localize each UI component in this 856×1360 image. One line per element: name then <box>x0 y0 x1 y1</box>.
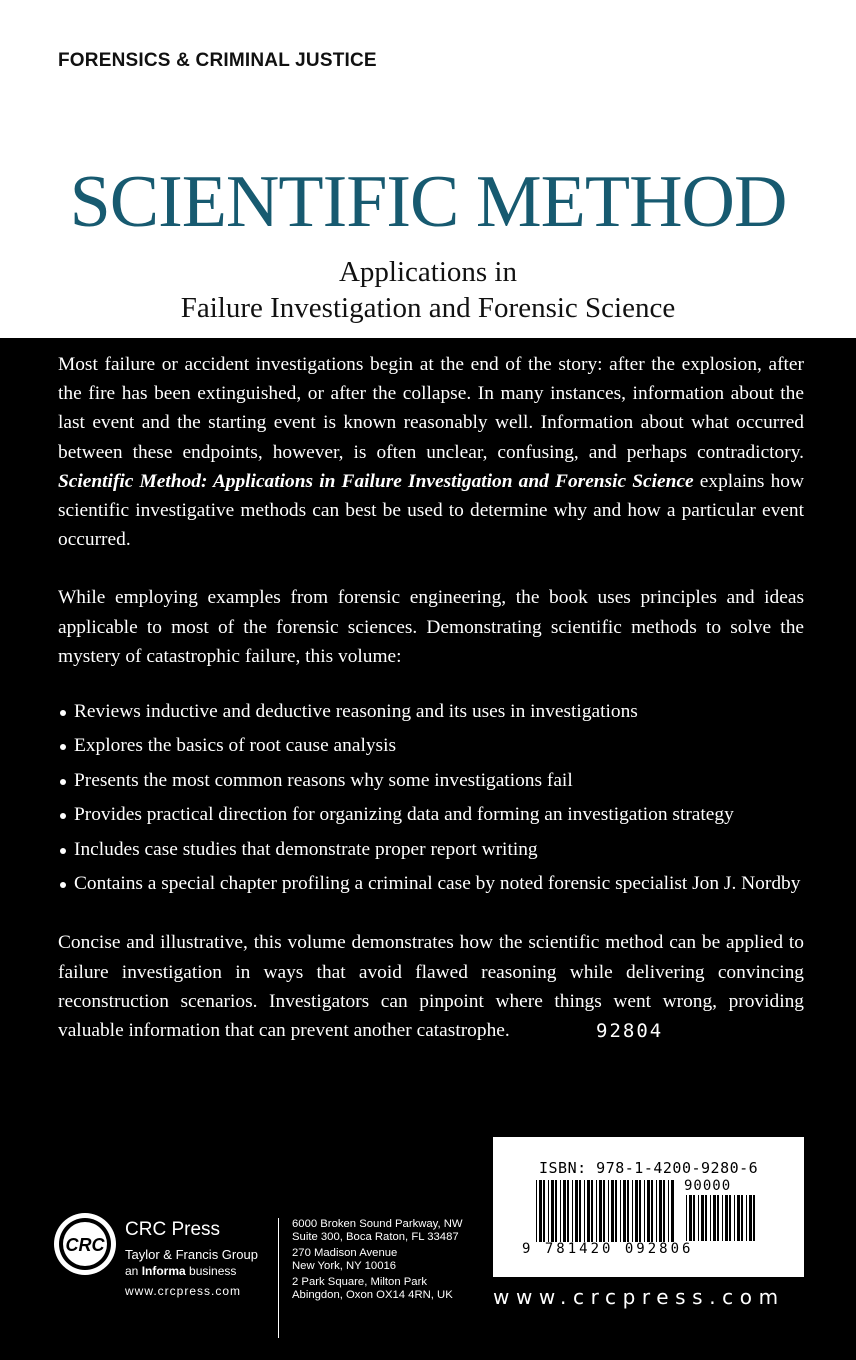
address-line: 6000 Broken Sound Parkway, NW <box>292 1218 463 1230</box>
address-line: New York, NY 10016 <box>292 1260 397 1272</box>
barcode-bar <box>575 1180 578 1242</box>
barcode-bar <box>689 1195 692 1241</box>
description-paragraph-1-text: Most failure or accident investigations begin at the end of the story: after the explosion, after the fire has been extinguished, or after the collapse. In many instances, information about the last event and the starting event is known reasonably well. Information about what occurred between these endpoints, however, is often unclear, confusing, and perhaps contradictory. <box>58 354 804 463</box>
barcode-bar <box>725 1195 728 1241</box>
barcode-bar <box>701 1195 704 1241</box>
barcode-bar <box>539 1180 542 1242</box>
barcode-bar <box>587 1180 590 1242</box>
barcode-bar <box>608 1180 609 1242</box>
barcode-bar <box>749 1195 752 1241</box>
publisher-web: www.crcpress.com <box>125 1284 242 1298</box>
barcode-bar <box>584 1180 585 1242</box>
barcode-bar <box>623 1180 626 1242</box>
barcode-bar <box>737 1195 740 1241</box>
feature-list <box>58 695 804 901</box>
barcode-bar <box>543 1180 545 1242</box>
barcode-bar <box>713 1195 716 1241</box>
list-item: Contains a special chapter profiling a criminal case by noted forensic specialist Jon J. Nordby <box>58 867 804 901</box>
description-paragraph-1 <box>58 350 804 554</box>
publisher-parent <box>125 1264 236 1278</box>
barcode-bar <box>627 1180 629 1242</box>
address-line: 270 Madison Avenue <box>292 1247 398 1259</box>
barcode-bar <box>705 1195 707 1241</box>
cover-top-panel <box>0 0 856 338</box>
barcode-digits: 9 781420 092806 <box>522 1241 694 1257</box>
informa-label: Informa <box>141 1264 186 1278</box>
list-item: Provides practical direction for organizing data and forming an investigation strategy <box>58 798 804 832</box>
barcode-bar <box>671 1180 674 1242</box>
publisher-addresses <box>292 1218 492 1302</box>
barcode-bar <box>591 1180 593 1242</box>
publisher-an: an <box>125 1264 142 1278</box>
book-title: SCIENTIFIC METHOD <box>69 161 787 243</box>
book-title-inline: Scientific Method: Applications in Failure Investigation and Forensic Science <box>58 470 694 492</box>
barcode-bar <box>663 1180 665 1242</box>
barcode-bar <box>656 1180 657 1242</box>
barcode-bar <box>596 1180 597 1242</box>
barcode-bar <box>632 1180 633 1242</box>
list-item: Explores the basics of root cause analysis <box>58 729 804 763</box>
subtitle-line-2: Failure Investigation and Forensic Science <box>180 292 676 324</box>
address-line: 2 Park Square, Milton Park <box>292 1276 427 1288</box>
barcode-bar <box>659 1180 662 1242</box>
barcode-bar <box>599 1180 602 1242</box>
barcode-bar <box>753 1195 755 1241</box>
description-paragraph-3: Concise and illustrative, this volume demonstrates how the scientific method can be applied to failure investigation in ways that avoid flawed reasoning while delivering convincing reconstruction scenarios. Investigators can pinpoint where things went wrong, providing valuable information that can prevent another catastrophe. <box>58 932 804 1042</box>
list-item: Reviews inductive and deductive reasoning and its uses in investigations <box>58 695 804 729</box>
barcode-bar <box>729 1195 731 1241</box>
barcode-bar <box>563 1180 566 1242</box>
book-subtitle <box>0 254 856 326</box>
subtitle-line-1: Applications in <box>338 256 517 288</box>
address-line: Abingdon, Oxon OX14 4RN, UK <box>292 1289 453 1301</box>
description-paragraph-2: While employing examples from forensic engineering, the book uses principles and ideas applicable to most of the forensic sciences. Demonstrating scientific methods to solve the mystery of catastrophic failure, this volume: <box>58 587 804 667</box>
crc-logo-text: CRC <box>65 1235 105 1255</box>
publisher-group: Taylor & Francis Group <box>125 1247 258 1262</box>
barcode-bar <box>611 1180 614 1242</box>
barcode-bar <box>722 1195 723 1241</box>
barcode-bar <box>555 1180 557 1242</box>
barcode-bar <box>548 1180 549 1242</box>
crc-logo-icon <box>52 1211 118 1277</box>
barcode-bar <box>651 1180 653 1242</box>
description-paragraph-1-rest: explains how scientific investigative methods can best be used to determine why and how a particular event occurred. <box>58 470 804 551</box>
barcode-bar <box>579 1180 581 1242</box>
barcode-bar <box>615 1180 617 1242</box>
barcode-bar <box>686 1195 687 1241</box>
publisher-name: CRC Press <box>125 1219 221 1240</box>
publisher-business: business <box>185 1264 237 1278</box>
barcode-bar <box>536 1180 537 1242</box>
website-url: www.crcpress.com <box>493 1285 785 1309</box>
price-addon-text: 90000 <box>684 1178 732 1194</box>
barcode-bar <box>572 1180 573 1242</box>
barcode-bar <box>746 1195 747 1241</box>
address-line: Suite 300, Boca Raton, FL 33487 <box>292 1231 459 1243</box>
barcode-bar <box>741 1195 743 1241</box>
isbn-text: ISBN: 978-1-4200-9280-6 <box>539 1159 759 1177</box>
barcode-bar <box>734 1195 735 1241</box>
divider <box>278 1218 279 1338</box>
barcode-bar <box>644 1180 645 1242</box>
list-item: Presents the most common reasons why some investigations fail <box>58 764 804 798</box>
barcode-bar <box>635 1180 638 1242</box>
barcode-bar <box>647 1180 650 1242</box>
barcode-bar <box>693 1195 695 1241</box>
barcode-bar <box>620 1180 621 1242</box>
barcode-bar <box>551 1180 554 1242</box>
barcode-bar <box>639 1180 641 1242</box>
barcode-bar <box>710 1195 711 1241</box>
barcode-bar <box>698 1195 699 1241</box>
barcode-bar <box>668 1180 669 1242</box>
addon-barcode-bars <box>686 1195 756 1241</box>
series-label: FORENSICS & CRIMINAL JUSTICE <box>58 50 377 71</box>
barcode-bar <box>560 1180 561 1242</box>
barcode-bar <box>603 1180 605 1242</box>
barcode-bar <box>567 1180 569 1242</box>
barcode-bar <box>717 1195 719 1241</box>
barcode-bars <box>536 1180 676 1242</box>
list-item: Includes case studies that demonstrate proper report writing <box>58 833 804 867</box>
product-code: 92804 <box>596 1020 664 1042</box>
description <box>58 350 804 1045</box>
